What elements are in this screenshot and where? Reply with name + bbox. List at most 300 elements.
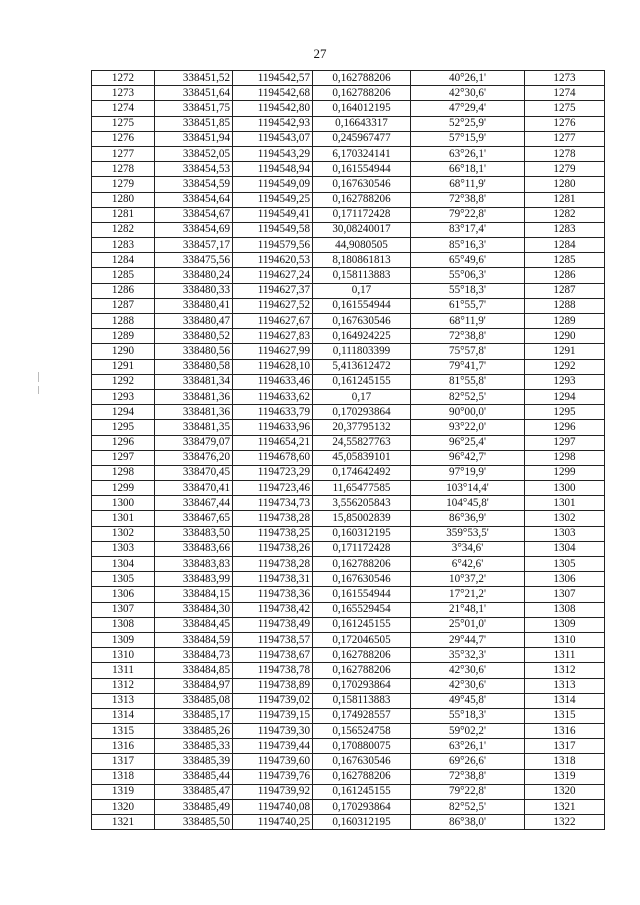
length-cell: 8,180861813 — [313, 253, 411, 268]
direction-angle-cell: 47°29,4' — [411, 101, 525, 116]
direction-angle-cell: 72°38,8' — [411, 192, 525, 207]
direction-angle-cell: 93°22,0' — [411, 420, 525, 435]
table-row — [92, 146, 605, 161]
y-coordinate-cell: 1194739,44 — [233, 739, 313, 754]
table-row — [92, 465, 605, 480]
y-coordinate-cell: 1194549,09 — [233, 177, 313, 192]
y-coordinate-cell: 1194633,46 — [233, 374, 313, 389]
direction-angle-cell: 79°41,7' — [411, 359, 525, 374]
x-coordinate-cell: 338451,64 — [155, 86, 233, 101]
y-coordinate-cell: 1194620,53 — [233, 253, 313, 268]
table-row — [92, 344, 605, 359]
point-id-cell: 1279 — [92, 177, 155, 192]
next-point-cell: 1291 — [525, 344, 605, 359]
point-id-cell: 1278 — [92, 162, 155, 177]
x-coordinate-cell: 338485,33 — [155, 739, 233, 754]
x-coordinate-cell: 338454,67 — [155, 207, 233, 222]
point-id-cell: 1296 — [92, 435, 155, 450]
direction-angle-cell: 86°38,0' — [411, 815, 525, 830]
table-row — [92, 663, 605, 678]
point-id-cell: 1302 — [92, 526, 155, 541]
x-coordinate-cell: 338481,35 — [155, 420, 233, 435]
table-row — [92, 678, 605, 693]
y-coordinate-cell: 1194738,28 — [233, 557, 313, 572]
point-id-cell: 1313 — [92, 693, 155, 708]
x-coordinate-cell: 338454,64 — [155, 192, 233, 207]
y-coordinate-cell: 1194542,93 — [233, 116, 313, 131]
x-coordinate-cell: 338481,36 — [155, 389, 233, 404]
next-point-cell: 1320 — [525, 784, 605, 799]
y-coordinate-cell: 1194678,60 — [233, 450, 313, 465]
y-coordinate-cell: 1194549,25 — [233, 192, 313, 207]
length-cell: 0,162788206 — [313, 769, 411, 784]
y-coordinate-cell: 1194633,62 — [233, 389, 313, 404]
x-coordinate-cell: 338485,44 — [155, 769, 233, 784]
y-coordinate-cell: 1194628,10 — [233, 359, 313, 374]
point-id-cell: 1307 — [92, 602, 155, 617]
length-cell: 0,167630546 — [313, 177, 411, 192]
x-coordinate-cell: 338480,58 — [155, 359, 233, 374]
y-coordinate-cell: 1194542,57 — [233, 71, 313, 86]
length-cell: 0,16643317 — [313, 116, 411, 131]
point-id-cell: 1311 — [92, 663, 155, 678]
table-row — [92, 131, 605, 146]
table-row — [92, 739, 605, 754]
y-coordinate-cell: 1194579,56 — [233, 238, 313, 253]
table-row — [92, 116, 605, 131]
next-point-cell: 1289 — [525, 314, 605, 329]
x-coordinate-cell: 338451,85 — [155, 116, 233, 131]
point-id-cell: 1291 — [92, 359, 155, 374]
length-cell: 15,85002839 — [313, 511, 411, 526]
table-row — [92, 526, 605, 541]
x-coordinate-cell: 338451,52 — [155, 71, 233, 86]
direction-angle-cell: 103°14,4' — [411, 481, 525, 496]
direction-angle-cell: 17°21,2' — [411, 587, 525, 602]
length-cell: 0,111803399 — [313, 344, 411, 359]
length-cell: 0,162788206 — [313, 557, 411, 572]
length-cell: 0,167630546 — [313, 754, 411, 769]
x-coordinate-cell: 338479,07 — [155, 435, 233, 450]
x-coordinate-cell: 338485,17 — [155, 708, 233, 723]
length-cell: 0,17 — [313, 389, 411, 404]
y-coordinate-cell: 1194723,46 — [233, 481, 313, 496]
table-row — [92, 648, 605, 663]
next-point-cell: 1287 — [525, 283, 605, 298]
table-row — [92, 693, 605, 708]
point-id-cell: 1303 — [92, 541, 155, 556]
margin-mark — [38, 372, 39, 382]
direction-angle-cell: 104°45,8' — [411, 496, 525, 511]
length-cell: 30,08240017 — [313, 222, 411, 237]
point-id-cell: 1272 — [92, 71, 155, 86]
length-cell: 45,05839101 — [313, 450, 411, 465]
next-point-cell: 1273 — [525, 71, 605, 86]
table-row — [92, 329, 605, 344]
table-row — [92, 496, 605, 511]
y-coordinate-cell: 1194627,99 — [233, 344, 313, 359]
next-point-cell: 1276 — [525, 116, 605, 131]
direction-angle-cell: 65°49,6' — [411, 253, 525, 268]
margin-mark — [38, 386, 39, 394]
next-point-cell: 1307 — [525, 587, 605, 602]
x-coordinate-cell: 338485,08 — [155, 693, 233, 708]
point-id-cell: 1316 — [92, 739, 155, 754]
x-coordinate-cell: 338480,52 — [155, 329, 233, 344]
table-row — [92, 769, 605, 784]
length-cell: 0,161554944 — [313, 162, 411, 177]
direction-angle-cell: 6°42,6' — [411, 557, 525, 572]
point-id-cell: 1312 — [92, 678, 155, 693]
y-coordinate-cell: 1194549,41 — [233, 207, 313, 222]
y-coordinate-cell: 1194654,21 — [233, 435, 313, 450]
table-row — [92, 101, 605, 116]
x-coordinate-cell: 338476,20 — [155, 450, 233, 465]
point-id-cell: 1286 — [92, 283, 155, 298]
length-cell: 0,164012195 — [313, 101, 411, 116]
table-row — [92, 207, 605, 222]
direction-angle-cell: 63°26,1' — [411, 739, 525, 754]
y-coordinate-cell: 1194734,73 — [233, 496, 313, 511]
next-point-cell: 1282 — [525, 207, 605, 222]
point-id-cell: 1315 — [92, 724, 155, 739]
y-coordinate-cell: 1194542,68 — [233, 86, 313, 101]
x-coordinate-cell: 338484,97 — [155, 678, 233, 693]
y-coordinate-cell: 1194739,76 — [233, 769, 313, 784]
x-coordinate-cell: 338484,30 — [155, 602, 233, 617]
length-cell: 0,161245155 — [313, 374, 411, 389]
point-id-cell: 1298 — [92, 465, 155, 480]
next-point-cell: 1309 — [525, 617, 605, 632]
next-point-cell: 1302 — [525, 511, 605, 526]
next-point-cell: 1288 — [525, 298, 605, 313]
direction-angle-cell: 42°30,6' — [411, 86, 525, 101]
length-cell: 3,556205843 — [313, 496, 411, 511]
x-coordinate-cell: 338452,05 — [155, 146, 233, 161]
point-id-cell: 1277 — [92, 146, 155, 161]
point-id-cell: 1274 — [92, 101, 155, 116]
x-coordinate-cell: 338484,85 — [155, 663, 233, 678]
point-id-cell: 1306 — [92, 587, 155, 602]
next-point-cell: 1305 — [525, 557, 605, 572]
length-cell: 0,162788206 — [313, 192, 411, 207]
x-coordinate-cell: 338454,53 — [155, 162, 233, 177]
next-point-cell: 1312 — [525, 663, 605, 678]
point-id-cell: 1288 — [92, 314, 155, 329]
table-row — [92, 632, 605, 647]
length-cell: 0,161554944 — [313, 587, 411, 602]
next-point-cell: 1285 — [525, 253, 605, 268]
direction-angle-cell: 69°26,6' — [411, 754, 525, 769]
next-point-cell: 1294 — [525, 389, 605, 404]
table-row — [92, 298, 605, 313]
table-row — [92, 450, 605, 465]
length-cell: 0,172046505 — [313, 632, 411, 647]
x-coordinate-cell: 338485,50 — [155, 815, 233, 830]
next-point-cell: 1284 — [525, 238, 605, 253]
direction-angle-cell: 96°42,7' — [411, 450, 525, 465]
point-id-cell: 1290 — [92, 344, 155, 359]
point-id-cell: 1294 — [92, 405, 155, 420]
y-coordinate-cell: 1194740,08 — [233, 800, 313, 815]
x-coordinate-cell: 338485,47 — [155, 784, 233, 799]
x-coordinate-cell: 338485,39 — [155, 754, 233, 769]
x-coordinate-cell: 338457,17 — [155, 238, 233, 253]
y-coordinate-cell: 1194740,25 — [233, 815, 313, 830]
x-coordinate-cell: 338467,65 — [155, 511, 233, 526]
next-point-cell: 1317 — [525, 739, 605, 754]
table-row — [92, 420, 605, 435]
direction-angle-cell: 29°44,7' — [411, 632, 525, 647]
direction-angle-cell: 21°48,1' — [411, 602, 525, 617]
point-id-cell: 1283 — [92, 238, 155, 253]
table-row — [92, 268, 605, 283]
next-point-cell: 1290 — [525, 329, 605, 344]
next-point-cell: 1313 — [525, 678, 605, 693]
length-cell: 0,174928557 — [313, 708, 411, 723]
length-cell: 0,171172428 — [313, 207, 411, 222]
next-point-cell: 1293 — [525, 374, 605, 389]
y-coordinate-cell: 1194738,42 — [233, 602, 313, 617]
table-row — [92, 724, 605, 739]
length-cell: 5,413612472 — [313, 359, 411, 374]
direction-angle-cell: 10°37,2' — [411, 572, 525, 587]
table-row — [92, 192, 605, 207]
point-id-cell: 1319 — [92, 784, 155, 799]
next-point-cell: 1321 — [525, 800, 605, 815]
direction-angle-cell: 90°00,0' — [411, 405, 525, 420]
point-id-cell: 1305 — [92, 572, 155, 587]
point-id-cell: 1275 — [92, 116, 155, 131]
table-row — [92, 481, 605, 496]
direction-angle-cell: 55°18,3' — [411, 708, 525, 723]
table-row — [92, 222, 605, 237]
length-cell: 0,162788206 — [313, 71, 411, 86]
length-cell: 0,162788206 — [313, 86, 411, 101]
point-id-cell: 1292 — [92, 374, 155, 389]
point-id-cell: 1276 — [92, 131, 155, 146]
y-coordinate-cell: 1194739,02 — [233, 693, 313, 708]
x-coordinate-cell: 338483,99 — [155, 572, 233, 587]
point-id-cell: 1304 — [92, 557, 155, 572]
direction-angle-cell: 35°32,3' — [411, 648, 525, 663]
x-coordinate-cell: 338483,83 — [155, 557, 233, 572]
next-point-cell: 1280 — [525, 177, 605, 192]
table-row — [92, 389, 605, 404]
direction-angle-cell: 97°19,9' — [411, 465, 525, 480]
x-coordinate-cell: 338480,47 — [155, 314, 233, 329]
direction-angle-cell: 75°57,8' — [411, 344, 525, 359]
next-point-cell: 1315 — [525, 708, 605, 723]
y-coordinate-cell: 1194542,80 — [233, 101, 313, 116]
x-coordinate-cell: 338484,59 — [155, 632, 233, 647]
x-coordinate-cell: 338454,69 — [155, 222, 233, 237]
length-cell: 0,170293864 — [313, 678, 411, 693]
table-row — [92, 283, 605, 298]
x-coordinate-cell: 338451,94 — [155, 131, 233, 146]
length-cell: 0,160312195 — [313, 526, 411, 541]
next-point-cell: 1283 — [525, 222, 605, 237]
point-id-cell: 1300 — [92, 496, 155, 511]
direction-angle-cell: 82°52,5' — [411, 800, 525, 815]
next-point-cell: 1303 — [525, 526, 605, 541]
x-coordinate-cell: 338484,45 — [155, 617, 233, 632]
direction-angle-cell: 66°18,1' — [411, 162, 525, 177]
y-coordinate-cell: 1194633,79 — [233, 405, 313, 420]
length-cell: 0,162788206 — [313, 648, 411, 663]
point-id-cell: 1320 — [92, 800, 155, 815]
direction-angle-cell: 83°17,4' — [411, 222, 525, 237]
direction-angle-cell: 85°16,3' — [411, 238, 525, 253]
table-row — [92, 238, 605, 253]
length-cell: 0,161554944 — [313, 298, 411, 313]
direction-angle-cell: 3°34,6' — [411, 541, 525, 556]
point-id-cell: 1310 — [92, 648, 155, 663]
length-cell: 0,171172428 — [313, 541, 411, 556]
length-cell: 0,167630546 — [313, 572, 411, 587]
next-point-cell: 1295 — [525, 405, 605, 420]
point-id-cell: 1285 — [92, 268, 155, 283]
length-cell: 0,245967477 — [313, 131, 411, 146]
point-id-cell: 1282 — [92, 222, 155, 237]
length-cell: 11,65477585 — [313, 481, 411, 496]
next-point-cell: 1308 — [525, 602, 605, 617]
next-point-cell: 1319 — [525, 769, 605, 784]
point-id-cell: 1299 — [92, 481, 155, 496]
length-cell: 0,164924225 — [313, 329, 411, 344]
point-id-cell: 1295 — [92, 420, 155, 435]
direction-angle-cell: 359°53,5' — [411, 526, 525, 541]
x-coordinate-cell: 338451,75 — [155, 101, 233, 116]
table-row — [92, 405, 605, 420]
next-point-cell: 1296 — [525, 420, 605, 435]
table-row — [92, 784, 605, 799]
y-coordinate-cell: 1194739,15 — [233, 708, 313, 723]
table-row — [92, 708, 605, 723]
direction-angle-cell: 40°26,1' — [411, 71, 525, 86]
direction-angle-cell: 52°25,9' — [411, 116, 525, 131]
point-id-cell: 1284 — [92, 253, 155, 268]
next-point-cell: 1310 — [525, 632, 605, 647]
table-row — [92, 587, 605, 602]
x-coordinate-cell: 338475,56 — [155, 253, 233, 268]
direction-angle-cell: 79°22,8' — [411, 784, 525, 799]
x-coordinate-cell: 338484,15 — [155, 587, 233, 602]
x-coordinate-cell: 338485,49 — [155, 800, 233, 815]
length-cell: 24,55827763 — [313, 435, 411, 450]
point-id-cell: 1293 — [92, 389, 155, 404]
point-id-cell: 1281 — [92, 207, 155, 222]
table-row — [92, 557, 605, 572]
y-coordinate-cell: 1194723,29 — [233, 465, 313, 480]
point-id-cell: 1289 — [92, 329, 155, 344]
point-id-cell: 1273 — [92, 86, 155, 101]
y-coordinate-cell: 1194738,28 — [233, 511, 313, 526]
point-id-cell: 1280 — [92, 192, 155, 207]
length-cell: 6,170324141 — [313, 146, 411, 161]
y-coordinate-cell: 1194738,89 — [233, 678, 313, 693]
x-coordinate-cell: 338480,33 — [155, 283, 233, 298]
next-point-cell: 1311 — [525, 648, 605, 663]
direction-angle-cell: 79°22,8' — [411, 207, 525, 222]
point-id-cell: 1309 — [92, 632, 155, 647]
table-row — [92, 71, 605, 86]
length-cell: 0,158113883 — [313, 693, 411, 708]
point-id-cell: 1308 — [92, 617, 155, 632]
direction-angle-cell: 25°01,0' — [411, 617, 525, 632]
table-row — [92, 86, 605, 101]
y-coordinate-cell: 1194738,57 — [233, 632, 313, 647]
table-row — [92, 253, 605, 268]
table-row — [92, 800, 605, 815]
next-point-cell: 1279 — [525, 162, 605, 177]
next-point-cell: 1286 — [525, 268, 605, 283]
x-coordinate-cell: 338470,41 — [155, 481, 233, 496]
table-row — [92, 177, 605, 192]
length-cell: 0,170293864 — [313, 800, 411, 815]
next-point-cell: 1278 — [525, 146, 605, 161]
point-id-cell: 1317 — [92, 754, 155, 769]
direction-angle-cell: 42°30,6' — [411, 678, 525, 693]
next-point-cell: 1316 — [525, 724, 605, 739]
next-point-cell: 1275 — [525, 101, 605, 116]
next-point-cell: 1299 — [525, 465, 605, 480]
y-coordinate-cell: 1194627,52 — [233, 298, 313, 313]
next-point-cell: 1318 — [525, 754, 605, 769]
length-cell: 0,17 — [313, 283, 411, 298]
table-row — [92, 617, 605, 632]
x-coordinate-cell: 338483,50 — [155, 526, 233, 541]
y-coordinate-cell: 1194627,83 — [233, 329, 313, 344]
length-cell: 44,9080505 — [313, 238, 411, 253]
direction-angle-cell: 81°55,8' — [411, 374, 525, 389]
length-cell: 0,170880075 — [313, 739, 411, 754]
table-row — [92, 511, 605, 526]
x-coordinate-cell: 338484,73 — [155, 648, 233, 663]
table-row — [92, 815, 605, 830]
table-body — [92, 71, 605, 830]
direction-angle-cell: 96°25,4' — [411, 435, 525, 450]
next-point-cell: 1306 — [525, 572, 605, 587]
y-coordinate-cell: 1194739,30 — [233, 724, 313, 739]
y-coordinate-cell: 1194627,24 — [233, 268, 313, 283]
next-point-cell: 1274 — [525, 86, 605, 101]
next-point-cell: 1322 — [525, 815, 605, 830]
x-coordinate-cell: 338454,59 — [155, 177, 233, 192]
length-cell: 0,170293864 — [313, 405, 411, 420]
length-cell: 0,160312195 — [313, 815, 411, 830]
direction-angle-cell: 72°38,8' — [411, 769, 525, 784]
length-cell: 0,174642492 — [313, 465, 411, 480]
table-row — [92, 435, 605, 450]
x-coordinate-cell: 338481,34 — [155, 374, 233, 389]
next-point-cell: 1304 — [525, 541, 605, 556]
direction-angle-cell: 82°52,5' — [411, 389, 525, 404]
table-row — [92, 754, 605, 769]
next-point-cell: 1298 — [525, 450, 605, 465]
y-coordinate-cell: 1194738,67 — [233, 648, 313, 663]
y-coordinate-cell: 1194738,31 — [233, 572, 313, 587]
point-id-cell: 1301 — [92, 511, 155, 526]
x-coordinate-cell: 338481,36 — [155, 405, 233, 420]
length-cell: 0,156524758 — [313, 724, 411, 739]
coordinates-table — [91, 70, 605, 830]
direction-angle-cell: 68°11,9' — [411, 314, 525, 329]
x-coordinate-cell: 338480,56 — [155, 344, 233, 359]
table-row — [92, 162, 605, 177]
direction-angle-cell: 63°26,1' — [411, 146, 525, 161]
y-coordinate-cell: 1194738,49 — [233, 617, 313, 632]
